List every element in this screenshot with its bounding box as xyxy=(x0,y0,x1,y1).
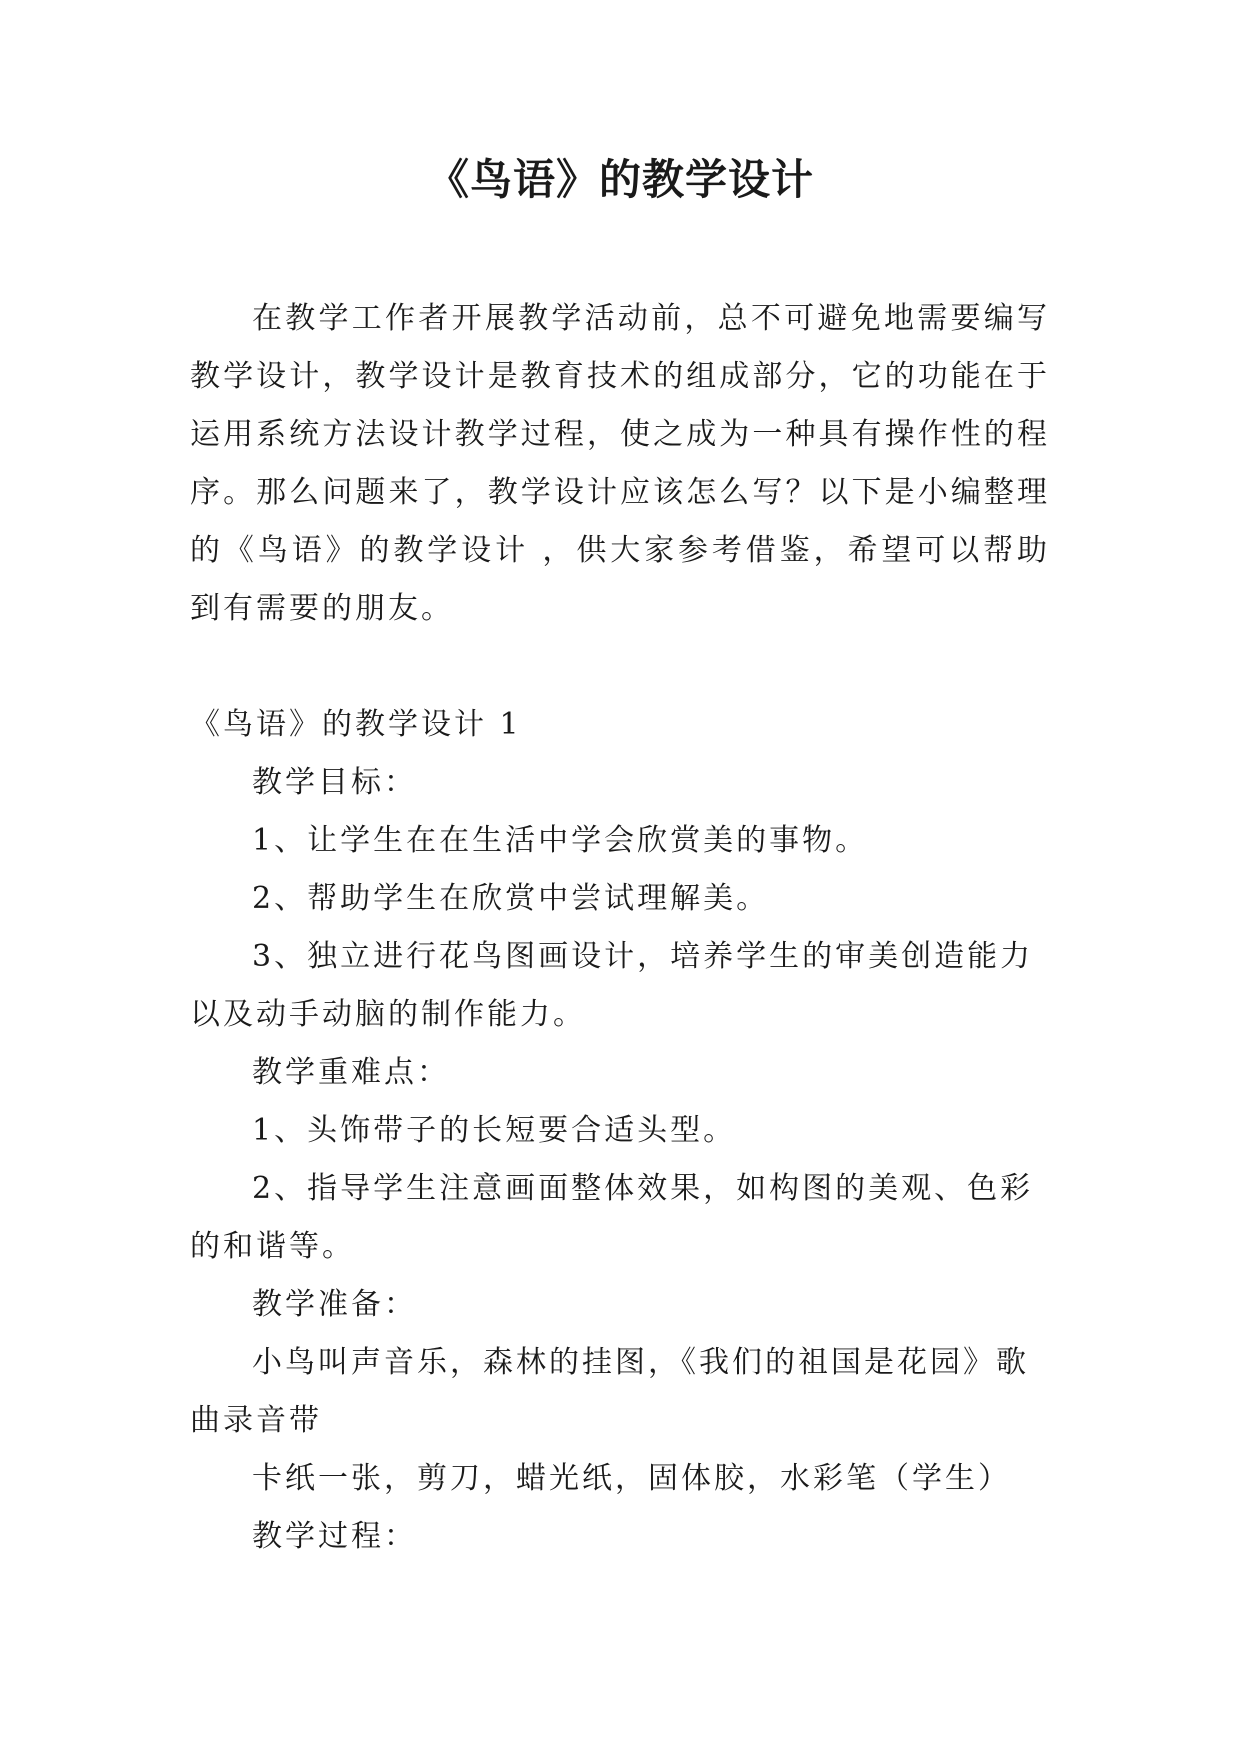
goal-item-2: 2、帮助学生在欣赏中尝试理解美。 xyxy=(252,881,770,916)
section-heading: 《鸟语》的教学设计 1 xyxy=(190,707,522,742)
document-body xyxy=(190,290,1050,1566)
goal-item-1: 1、让学生在在生活中学会欣赏美的事物。 xyxy=(252,823,869,858)
preparation-heading: 教学准备： xyxy=(252,1287,417,1322)
section-gap xyxy=(190,638,1050,696)
key-point-1: 1、头饰带子的长短要合适头型。 xyxy=(252,1113,737,1148)
goal-item-3: 3、独立进行花鸟图画设计，培养学生的审美创造能力以及动手动脑的制作能力。 xyxy=(190,939,1034,1032)
teaching-process-heading: 教学过程： xyxy=(252,1519,417,1554)
document-title: 《鸟语》的教学设计 xyxy=(426,155,814,204)
key-point-2: 2、指导学生注意画面整体效果，如构图的美观、色彩的和谐等。 xyxy=(190,1171,1034,1264)
teaching-goals-heading: 教学目标： xyxy=(252,765,417,800)
preparation-student: 卡纸一张，剪刀，蜡光纸，固体胶，水彩笔（学生） xyxy=(252,1461,1011,1496)
key-points-heading: 教学重难点： xyxy=(252,1055,450,1090)
intro-paragraph: 在教学工作者开展教学活动前，总不可避免地需要编写教学设计，教学设计是教育技术的组成部分，它的功能在于运用系统方法设计教学过程，使之成为一种具有操作性的程序。那么问题来了，教学设计应该怎么写？以下是小编整理的《鸟语》的教学设计 ，供大家参考借鉴，希望可以帮助到有需要的朋友。 xyxy=(190,301,1050,626)
preparation-teacher: 小鸟叫声音乐，森林的挂图，《我们的祖国是花园》歌曲录音带 xyxy=(190,1345,1029,1438)
